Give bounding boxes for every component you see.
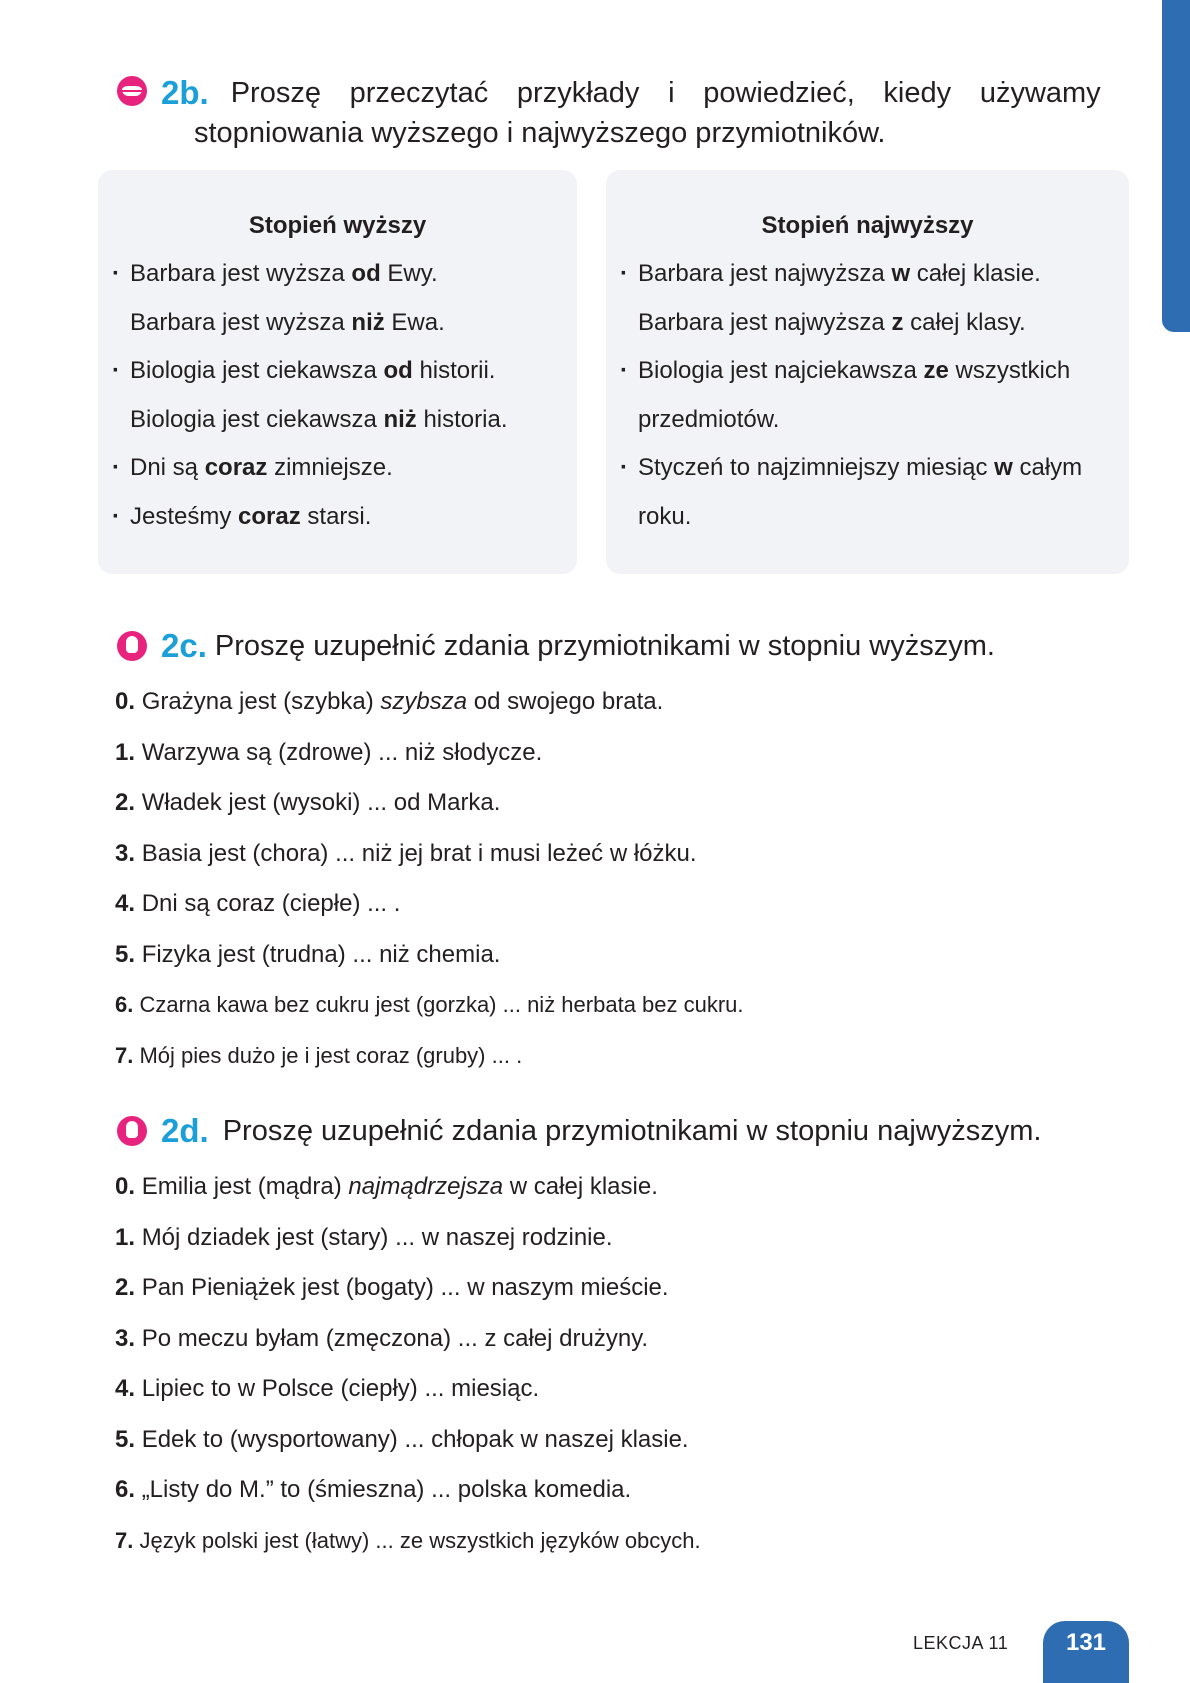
list-item: 0. Grażyna jest (szybka) szybsza od swojego brata. bbox=[115, 688, 664, 715]
example-line: Barbara jest wyższa niż Ewa. bbox=[130, 308, 445, 336]
comparative-examples-box bbox=[98, 170, 577, 574]
section-instruction-line1: Proszę przeczytać przykłady i powiedzieć, kiedy używamy bbox=[230, 77, 1101, 109]
page-number: 131 bbox=[1043, 1621, 1129, 1683]
example-line: Barbara jest najwyższa z całej klasy. bbox=[638, 308, 1026, 336]
section-2c-title bbox=[117, 626, 995, 666]
list-item: 5. Fizyka jest (trudna) ... niż chemia. bbox=[115, 940, 501, 968]
exercise-2c-list bbox=[115, 677, 744, 1081]
example-line: · Biologia jest ciekawsza od historii. bbox=[98, 347, 577, 396]
exercise-2d-list bbox=[115, 1162, 701, 1566]
example-line: · Barbara jest wyższa od Ewy. bbox=[98, 250, 577, 299]
example-line: · Dni są coraz zimniejsze. bbox=[98, 444, 577, 493]
box-heading: Stopień najwyższy bbox=[761, 212, 974, 239]
writing-hand-icon bbox=[117, 1116, 147, 1146]
section-2b-title bbox=[117, 73, 1101, 153]
list-item: 7. Język polski jest (łatwy) ... ze wszystkich języków obcych. bbox=[115, 1527, 701, 1553]
list-item: 4. Lipiec to w Polsce (ciepły) ... miesiąc. bbox=[115, 1375, 540, 1402]
section-2d-title bbox=[117, 1111, 1041, 1151]
list-item: 1. Warzywa są (zdrowe) ... niż słodycze. bbox=[115, 738, 543, 766]
section-instruction: Proszę uzupełnić zdania przymiotnikami w stopniu wyższym. bbox=[214, 630, 995, 662]
list-item: 5. Edek to (wysportowany) ... chłopak w naszej klasie. bbox=[115, 1425, 689, 1453]
list-item: 0. Emilia jest (mądra) najmądrzejsza w całej klasie. bbox=[115, 1173, 658, 1200]
section-instruction-line2: stopniowania wyższego i najwyższego przymiotników. bbox=[194, 117, 886, 149]
section-number: 2c. bbox=[161, 627, 207, 664]
list-item: 6. Czarna kawa bez cukru jest (gorzka) ... niż herbata bez cukru. bbox=[115, 992, 744, 1017]
example-line: · Jesteśmy coraz starsi. bbox=[98, 493, 577, 542]
list-item: 3. Basia jest (chora) ... niż jej brat i musi leżeć w łóżku. bbox=[115, 839, 697, 867]
example-line: roku. bbox=[638, 502, 692, 530]
list-item: 7. Mój pies dużo je i jest coraz (gruby) ... . bbox=[115, 1042, 523, 1068]
list-item: 2. Pan Pieniążek jest (bogaty) ... w naszym mieście. bbox=[115, 1274, 669, 1301]
section-number: 2d. bbox=[161, 1112, 209, 1149]
example-line: przedmiotów. bbox=[638, 405, 780, 433]
example-line: Biologia jest ciekawsza niż historia. bbox=[130, 405, 508, 433]
list-item: 4. Dni są coraz (ciepłe) ... . bbox=[115, 890, 401, 917]
speaking-mouth-icon bbox=[117, 76, 147, 106]
chapter-side-tab bbox=[1162, 0, 1190, 332]
box-heading: Stopień wyższy bbox=[248, 212, 427, 239]
superlative-examples-box bbox=[606, 170, 1129, 574]
list-item: 1. Mój dziadek jest (stary) ... w naszej rodzinie. bbox=[115, 1223, 613, 1251]
example-line: · Barbara jest najwyższa w całej klasie. bbox=[606, 250, 1129, 299]
writing-hand-icon bbox=[117, 631, 147, 661]
lesson-label: LEKCJA 11 bbox=[913, 1633, 1009, 1653]
list-item: 6. „Listy do M.” to (śmieszna) ... polska komedia. bbox=[115, 1476, 632, 1503]
list-item: 2. Władek jest (wysoki) ... od Marka. bbox=[115, 789, 501, 816]
example-line: · Biologia jest najciekawsza ze wszystkich bbox=[606, 347, 1129, 396]
section-instruction: Proszę uzupełnić zdania przymiotnikami w stopniu najwyższym. bbox=[222, 1115, 1042, 1147]
example-line: · Styczeń to najzimniejszy miesiąc w całym bbox=[606, 444, 1129, 493]
list-item: 3. Po meczu byłam (zmęczona) ... z całej drużyny. bbox=[115, 1324, 649, 1352]
section-number: 2b. bbox=[161, 74, 209, 111]
